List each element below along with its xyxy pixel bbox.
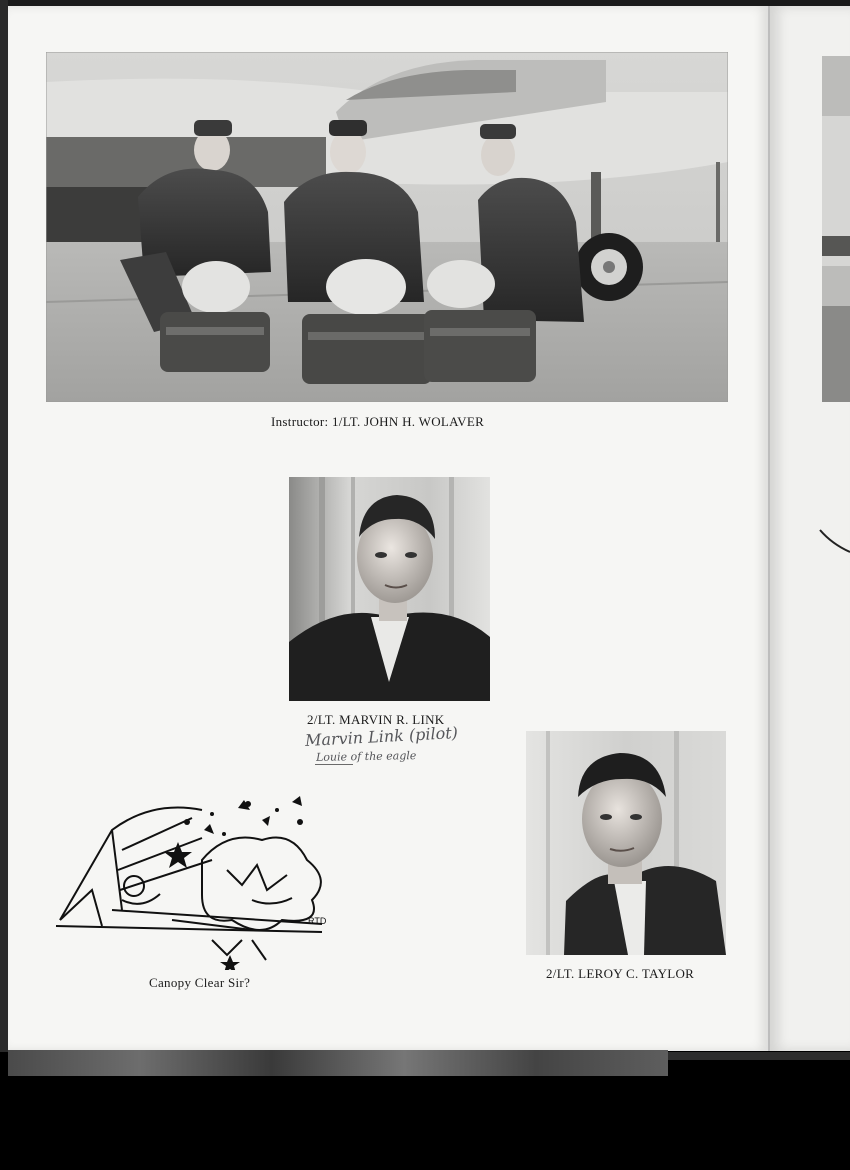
- caption-leroy-taylor: 2/LT. LEROY C. TAYLOR: [546, 966, 695, 981]
- cartoon-canopy-illustration: [52, 790, 338, 970]
- portrait-leroy-taylor: [526, 731, 726, 955]
- handwritten-signature: Marvin Link (pilot): [304, 723, 459, 750]
- facing-page-mark: [818, 522, 850, 562]
- portrait-marvin-link: [289, 477, 490, 701]
- facing-page-photo-edge: [822, 56, 850, 402]
- caption-instructor: Instructor: 1/LT. JOHN H. WOLAVER: [271, 414, 485, 429]
- handwritten-note: Louie of the eagle: [315, 749, 417, 764]
- book-spine-edge-right: [668, 1052, 850, 1060]
- caption-cartoon: Canopy Clear Sir?: [149, 975, 251, 990]
- scan-left-edge: [0, 0, 8, 1052]
- book-spine-edge: [8, 1050, 668, 1076]
- group-photo-instructor-and-students: [46, 52, 728, 402]
- caption-marvin-link: 2/LT. MARVIN R. LINK: [307, 712, 445, 727]
- note-underline: [315, 764, 353, 765]
- cartoon-initials: RTD: [308, 916, 327, 926]
